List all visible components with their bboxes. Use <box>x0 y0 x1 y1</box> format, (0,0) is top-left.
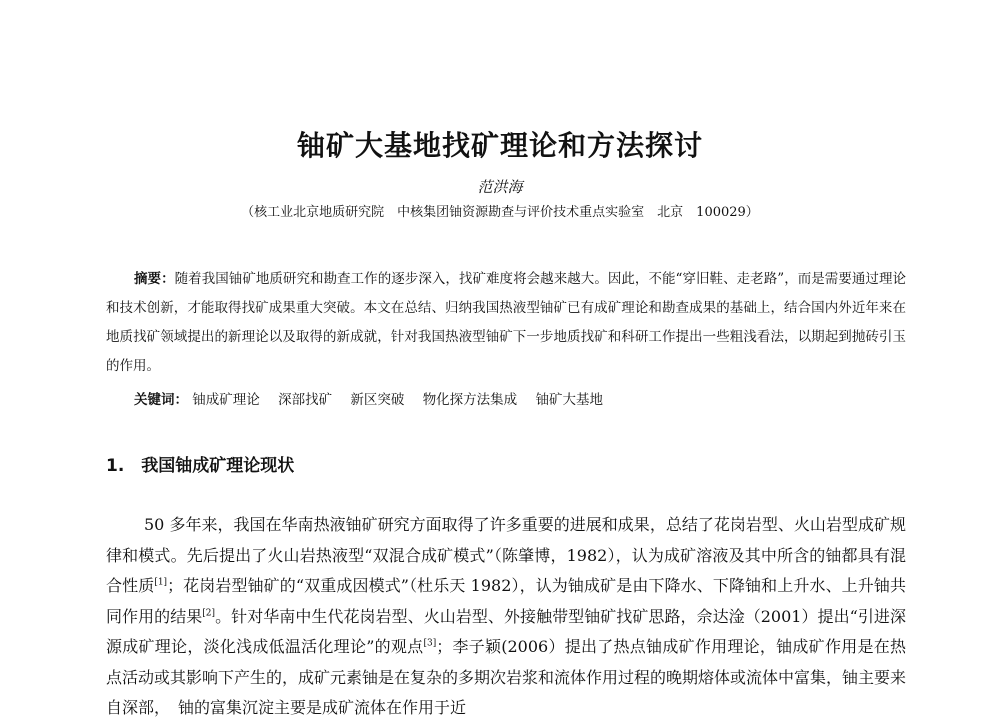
keyword-item: 深部找矿 <box>278 392 333 408</box>
citation-ref: [2] <box>202 608 216 619</box>
abstract-label: 摘要： <box>134 271 175 287</box>
citation-ref: [1] <box>154 577 168 588</box>
keyword-item: 铀矿大基地 <box>535 392 603 408</box>
author-name: 范洪海 <box>477 178 523 196</box>
keyword-item: 新区突破 <box>350 392 405 408</box>
keywords <box>134 389 904 411</box>
paragraph-text: ；李子颖(2006）提出了热点铀成矿作用理论，铀成矿作用是在热点活动或其影响下产生的，成矿元素铀是在复杂的多期次岩浆和流体作用过程的晚期熔体或流体中富集，铀主要来自深部， 铀的富集沉淀主要是成矿流体在作用于近 <box>106 637 907 717</box>
abstract <box>106 265 906 381</box>
keyword-item: 铀成矿理论 <box>192 392 260 408</box>
paragraph-text: 50 多年来，我国在华南热液铀矿研究方面取得了许多重要的进展和成果，总结了花岗岩型、火山岩型成矿规律和模式。先后提出了火山岩热液型“双混合成矿模式”（陈肇博，1982），认为成矿溶液及其中所含的铀都具有混合性质 <box>106 515 906 595</box>
abstract-text: 随着我国铀矿地质研究和勘查工作的逐步深入，找矿难度将会越来越大。因此，不能“穿旧鞋、走老路”，而是需要通过理论和技术创新，才能取得找矿成果重大突破。本文在总结、归纳我国热液型铀矿已有成矿理论和勘查成果的基础上，结合国内外近年来在地质找矿领域提出的新理论以及取得的新成就，针对我国热液型铀矿下一步地质找矿和科研工作提出一些粗浅看法，以期起到抛砖引玉的作用。 <box>106 271 906 374</box>
keywords-label: 关键词： <box>134 392 188 408</box>
section-heading: 1. 我国铀成矿理论现状 <box>106 456 295 476</box>
author-affiliation: （核工业北京地质研究院 中核集团铀资源勘查与评价技术重点实验室 北京 100029） <box>241 205 759 220</box>
paper-title: 铀矿大基地找矿理论和方法探讨 <box>296 129 703 162</box>
citation-ref: [3] <box>423 638 437 649</box>
keyword-item: 物化探方法集成 <box>422 392 518 408</box>
body-paragraph <box>106 510 906 724</box>
paragraph-text: ；花岗岩型铀矿的“双重成因模式”（杜乐天 1982），认为铀成矿是由下降水、下降铀和上升水、上升铀共同作用的结果 <box>106 576 906 626</box>
paragraph-text: 。针对华南中生代花岗岩型、火山岩型、外接触带型铀矿找矿思路，佘达淦（2001）提出“引进深源成矿理论，淡化浅成低温活化理论”的观点 <box>106 606 906 656</box>
